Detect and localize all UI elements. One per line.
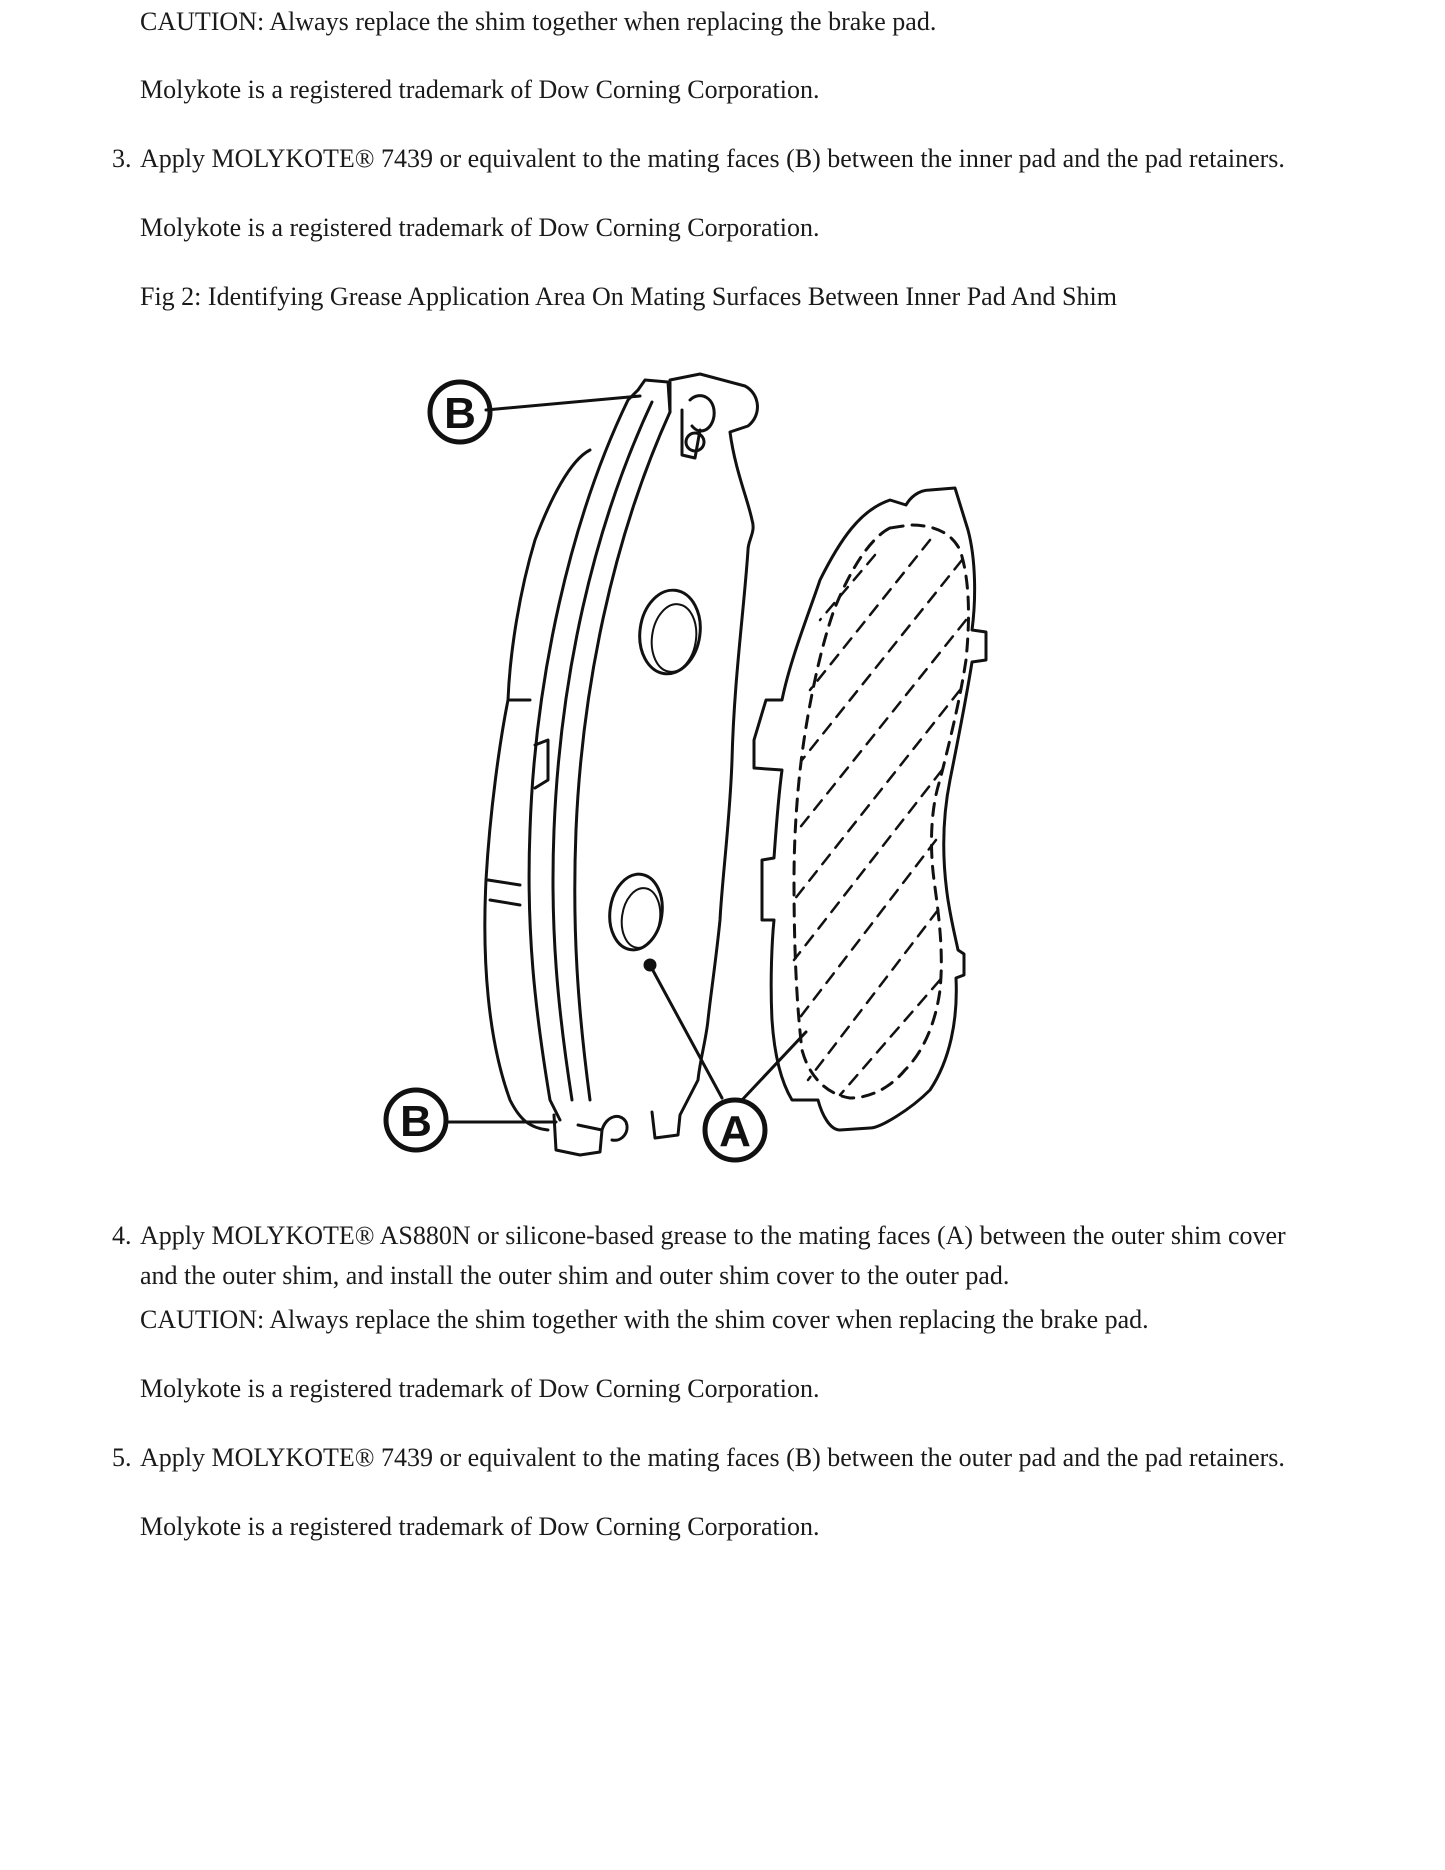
shim-drawing bbox=[754, 488, 986, 1130]
trademark-note: Molykote is a registered trademark of Dow Corning Corporation. bbox=[140, 213, 820, 242]
brake-pad-diagram bbox=[370, 360, 1020, 1180]
trademark-note: Molykote is a registered trademark of Dow Corning Corporation. bbox=[140, 1374, 820, 1403]
caution-text: CAUTION: Always replace the shim together with the shim cover when replacing the brake pad. bbox=[140, 1305, 1149, 1334]
caution-text: CAUTION: Always replace the shim together when replacing the brake pad. bbox=[140, 7, 937, 36]
callout-b-bottom bbox=[386, 1090, 556, 1150]
trademark-note: Molykote is a registered trademark of Dow Corning Corporation. bbox=[140, 75, 820, 104]
step-5 bbox=[112, 1438, 1385, 1478]
step-text: Apply MOLYKOTE® 7439 or equivalent to the mating faces (B) between the inner pad and the pad retainers. bbox=[140, 144, 1285, 173]
step-text: Apply MOLYKOTE® AS880N or silicone-based grease to the mating faces (A) between the outer shim cover bbox=[140, 1221, 1286, 1250]
step-number: 3. bbox=[112, 144, 132, 173]
step-4 bbox=[112, 1216, 1385, 1256]
step-text: Apply MOLYKOTE® 7439 or equivalent to the mating faces (B) between the outer pad and the pad retainers. bbox=[140, 1443, 1285, 1472]
callout-b-top bbox=[430, 382, 640, 442]
step-4-continuation: and the outer shim, and install the outer shim and outer shim cover to the outer pad. bbox=[140, 1261, 1010, 1290]
label-b-bottom: B bbox=[400, 1097, 432, 1146]
step-number: 5. bbox=[112, 1443, 132, 1472]
figure-caption: Fig 2: Identifying Grease Application Area On Mating Surfaces Between Inner Pad And Shim bbox=[140, 282, 1117, 311]
step-number: 4. bbox=[112, 1221, 132, 1250]
inner-pad-drawing bbox=[485, 374, 758, 1155]
label-b-top: B bbox=[444, 389, 476, 438]
step-3 bbox=[112, 139, 1385, 179]
trademark-note: Molykote is a registered trademark of Dow Corning Corporation. bbox=[140, 1512, 820, 1541]
label-a: A bbox=[719, 1107, 751, 1156]
callout-a bbox=[645, 960, 806, 1160]
